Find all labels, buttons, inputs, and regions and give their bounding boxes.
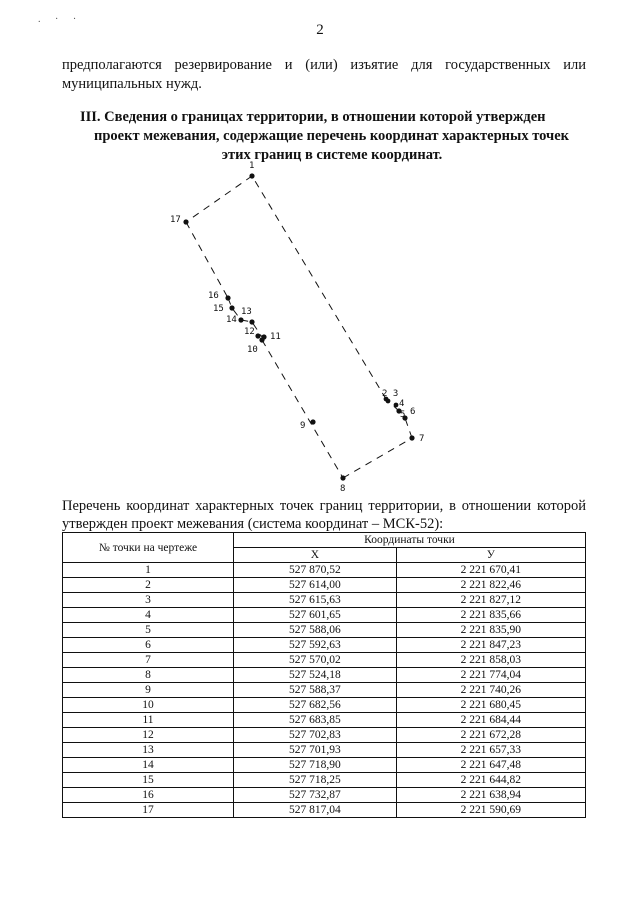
- coordinates-list-caption: Перечень координат характерных точек границ территории, в отношении которой утвержден проект межевания (система координат – МСК-52):: [62, 498, 586, 532]
- cell-point-number: 3: [63, 593, 234, 608]
- point-label-14: 14: [226, 315, 237, 325]
- cell-point-number: 11: [63, 713, 234, 728]
- cell-x: 527 718,90: [234, 758, 397, 773]
- coordinates-table: [62, 532, 586, 818]
- section-heading-line-2: проект межевания, содержащие перечень координат характерных точек: [94, 128, 570, 144]
- boundary-segment-1-17: [186, 176, 252, 222]
- point-label-2-3: 2 3: [382, 389, 399, 399]
- table-row: [63, 623, 586, 638]
- point-label-17: 17: [170, 215, 181, 225]
- point-7-marker: [409, 435, 414, 440]
- column-header-point-number: № точки на чертеже: [63, 533, 234, 563]
- cell-point-number: 9: [63, 683, 234, 698]
- point-label-4: 4: [399, 399, 405, 409]
- cell-y: 2 221 644,82: [396, 773, 585, 788]
- table-row: [63, 713, 586, 728]
- page-number: 2: [316, 22, 324, 38]
- column-header-x: X: [234, 548, 397, 563]
- cell-point-number: 13: [63, 743, 234, 758]
- cell-point-number: 8: [63, 668, 234, 683]
- cell-x: 527 732,87: [234, 788, 397, 803]
- table-row: [63, 788, 586, 803]
- point-1-marker: [249, 173, 254, 178]
- cell-point-number: 10: [63, 698, 234, 713]
- cell-y: 2 221 822,46: [396, 578, 585, 593]
- coordinates-table-body: [63, 563, 586, 818]
- point-label-15: 15: [213, 304, 224, 314]
- point-label-8: 8: [340, 484, 346, 494]
- point-8-marker: [340, 475, 345, 480]
- boundary-segment-17-16: [186, 222, 228, 298]
- boundary-drawing: [0, 150, 640, 500]
- cell-y: 2 221 835,66: [396, 608, 585, 623]
- cell-x: 527 817,04: [234, 803, 397, 818]
- point-9-marker: [310, 419, 315, 424]
- table-row: [63, 728, 586, 743]
- point-labels: [170, 161, 424, 494]
- cell-x: 527 682,56: [234, 698, 397, 713]
- table-row: [63, 698, 586, 713]
- cell-y: 2 221 672,28: [396, 728, 585, 743]
- cell-x: 527 588,37: [234, 683, 397, 698]
- cell-x: 527 701,93: [234, 743, 397, 758]
- table-row: [63, 803, 586, 818]
- boundary-segment-2-1: [252, 176, 386, 399]
- table-row: [63, 758, 586, 773]
- table-row: [63, 593, 586, 608]
- column-header-y: У: [396, 548, 585, 563]
- point-label-7: 7: [419, 434, 425, 444]
- scan-specks: . · ·: [38, 14, 83, 25]
- intro-paragraph: предполагаются резервирование и (или) изъятие для государственных или муниципальных нужд.: [62, 57, 586, 92]
- column-header-coordinates: Координаты точки: [234, 533, 586, 548]
- cell-point-number: 16: [63, 788, 234, 803]
- table-row: [63, 563, 586, 578]
- cell-y: 2 221 740,26: [396, 683, 585, 698]
- cell-x: 527 683,85: [234, 713, 397, 728]
- cell-y: 2 221 858,03: [396, 653, 585, 668]
- cell-y: 2 221 590,69: [396, 803, 585, 818]
- point-label-12: 12: [244, 327, 255, 337]
- point-15-marker: [229, 305, 234, 310]
- point-10-marker: [259, 337, 264, 342]
- cell-x: 527 702,83: [234, 728, 397, 743]
- point-label-1: 1: [249, 161, 255, 171]
- cell-point-number: 15: [63, 773, 234, 788]
- cell-x: 527 614,00: [234, 578, 397, 593]
- cell-point-number: 17: [63, 803, 234, 818]
- point-13-marker: [249, 319, 254, 324]
- cell-y: 2 221 827,12: [396, 593, 585, 608]
- point-label-9: 9: [300, 421, 306, 431]
- table-row: [63, 683, 586, 698]
- cell-y: 2 221 847,23: [396, 638, 585, 653]
- point-16-marker: [225, 295, 230, 300]
- cell-point-number: 6: [63, 638, 234, 653]
- boundary-segment-10-8: [262, 340, 343, 478]
- cell-y: 2 221 638,94: [396, 788, 585, 803]
- point-label-16: 16: [208, 291, 219, 301]
- cell-y: 2 221 684,44: [396, 713, 585, 728]
- table-header-row: [63, 533, 586, 548]
- cell-x: 527 592,63: [234, 638, 397, 653]
- table-row: [63, 773, 586, 788]
- point-label-13: 13: [241, 307, 252, 317]
- table-row: [63, 638, 586, 653]
- cell-x: 527 524,18: [234, 668, 397, 683]
- cell-y: 2 221 680,45: [396, 698, 585, 713]
- cell-x: 527 588,06: [234, 623, 397, 638]
- cell-x: 527 601,65: [234, 608, 397, 623]
- cell-y: 2 221 774,04: [396, 668, 585, 683]
- cell-y: 2 221 835,90: [396, 623, 585, 638]
- cell-point-number: 12: [63, 728, 234, 743]
- cell-y: 2 221 670,41: [396, 563, 585, 578]
- point-label-6: 6: [410, 407, 416, 417]
- cell-point-number: 1: [63, 563, 234, 578]
- cell-y: 2 221 657,33: [396, 743, 585, 758]
- table-row: [63, 608, 586, 623]
- cell-y: 2 221 647,48: [396, 758, 585, 773]
- table-row: [63, 743, 586, 758]
- point-4-marker: [394, 403, 399, 408]
- cell-x: 527 718,25: [234, 773, 397, 788]
- boundary-points: [183, 173, 414, 480]
- table-row: [63, 578, 586, 593]
- point-14-marker: [238, 317, 243, 322]
- boundary-lines: [186, 176, 412, 478]
- boundary-segment-7-6: [405, 418, 412, 438]
- section-heading-line-1: III. Сведения о границах территории, в отношении которой утвержден: [80, 109, 546, 125]
- point-17-marker: [183, 219, 188, 224]
- boundary-diagram: [0, 150, 640, 500]
- cell-point-number: 2: [63, 578, 234, 593]
- point-label-11: 11: [270, 332, 281, 342]
- cell-x: 527 870,52: [234, 563, 397, 578]
- section-heading-line-3: этих границ в системе координат.: [221, 147, 443, 163]
- table-row: [63, 653, 586, 668]
- cell-x: 527 570,02: [234, 653, 397, 668]
- cell-point-number: 14: [63, 758, 234, 773]
- boundary-segment-8-7: [343, 438, 412, 478]
- point-label-10: 10: [247, 345, 258, 355]
- cell-point-number: 5: [63, 623, 234, 638]
- cell-point-number: 7: [63, 653, 234, 668]
- cell-point-number: 4: [63, 608, 234, 623]
- table-row: [63, 668, 586, 683]
- cell-x: 527 615,63: [234, 593, 397, 608]
- point-label-5: 5: [400, 410, 406, 420]
- point-12-marker: [255, 333, 260, 338]
